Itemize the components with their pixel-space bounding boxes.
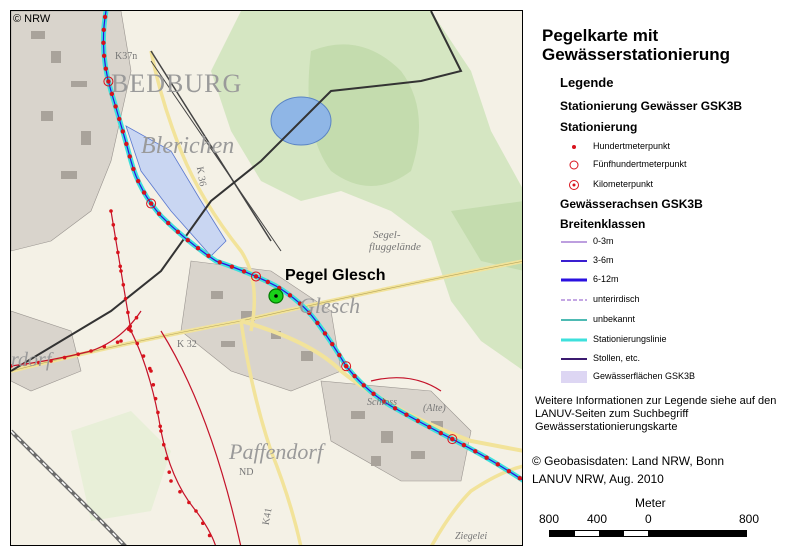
legend-group-axes: Gewässerachsen GSK3B: [560, 197, 703, 211]
hundred-meter-point: [121, 129, 125, 133]
hundred-meter-point: [288, 293, 292, 297]
hundred-meter-point: [128, 154, 132, 158]
hundred-meter-point: [507, 469, 511, 473]
road-k37: K37n: [115, 51, 138, 62]
legend-info-text: Weitere Informationen zur Legende siehe auf den LANUV-Seiten zum Suchbegriff Gewässerstationierungskarte: [535, 395, 777, 433]
hundred-meter-point: [439, 431, 443, 435]
hundred-meter-point: [124, 142, 128, 146]
place-glesch: Glesch: [299, 293, 361, 318]
hundred-meter-point: [122, 283, 126, 287]
thick-blue-line-icon: [560, 274, 588, 286]
place-paffendorf: Paffendorf: [229, 439, 324, 464]
hundred-meter-point: [352, 374, 356, 378]
road-k41: K41: [260, 507, 275, 526]
place-segel-2: fluggelände: [369, 241, 421, 253]
hundred-meter-point: [230, 264, 234, 268]
medium-blue-line-icon: [560, 255, 588, 267]
hundred-meter-point: [473, 449, 477, 453]
hundred-meter-point: [208, 534, 212, 538]
hundred-meter-point: [114, 237, 118, 241]
hundred-meter-point: [112, 223, 116, 227]
place-ziegelei: Ziegelei: [455, 531, 488, 542]
hundred-meter-point: [119, 269, 123, 273]
hundred-meter-point: [116, 251, 120, 255]
hundred-meter-point: [176, 230, 180, 234]
hundred-meter-point: [159, 429, 163, 433]
hundred-meter-point: [371, 392, 375, 396]
scale-tick-2: 400: [587, 512, 608, 526]
hundred-meter-point: [450, 437, 454, 441]
red-ring-dot-icon: [560, 179, 588, 191]
hundred-meter-point: [484, 456, 488, 460]
map-canvas[interactable]: [11, 11, 523, 546]
hundred-meter-point: [76, 352, 80, 356]
hundred-meter-point: [157, 212, 161, 216]
hundred-meter-point: [113, 104, 117, 108]
lavender-area-icon: [560, 371, 588, 383]
hundred-meter-point: [106, 79, 110, 83]
hundred-meter-point: [178, 490, 182, 494]
hundred-meter-point: [118, 264, 122, 268]
hundred-meter-point: [154, 397, 158, 401]
hundred-meter-point: [103, 15, 107, 19]
hundred-meter-point: [362, 383, 366, 387]
scale-bar: [535, 496, 765, 546]
hundred-meter-point: [117, 117, 121, 121]
small-red-dot-icon: [560, 141, 588, 153]
road-k32: K 32: [177, 339, 197, 350]
hundred-meter-point: [89, 349, 93, 353]
hundred-meter-point: [119, 339, 123, 343]
source-line-2: LANUV NRW, Aug. 2010: [532, 472, 664, 486]
hundred-meter-point: [149, 201, 153, 205]
hundred-meter-point: [101, 41, 105, 45]
hundred-meter-point: [266, 280, 270, 284]
place-dorf: rdorf: [11, 349, 52, 371]
place-blerichen: Blerichen: [141, 133, 235, 159]
thin-purple-line-icon: [560, 236, 588, 248]
hundred-meter-point: [254, 274, 258, 278]
hundred-meter-point: [109, 209, 113, 213]
legend-subgroup-stationing: Stationierung: [560, 120, 638, 134]
hundred-meter-point: [142, 354, 146, 358]
gauge-label: Pegel Glesch: [285, 267, 386, 284]
legend-group-stationing: Stationierung Gewässer GSK3B: [560, 99, 743, 113]
hundred-meter-point: [156, 411, 160, 415]
cyan-line-icon: [560, 334, 588, 346]
scale-unit: Meter: [635, 496, 666, 510]
gauge-marker: [269, 289, 283, 303]
hundred-meter-point: [124, 297, 128, 301]
hundred-meter-point: [165, 457, 169, 461]
hundred-meter-point: [330, 342, 334, 346]
hundred-meter-point: [242, 269, 246, 273]
hundred-meter-point: [217, 260, 221, 264]
place-segel: Segel-: [373, 229, 401, 241]
hundred-meter-point: [496, 462, 500, 466]
hundred-meter-point: [427, 425, 431, 429]
hundred-meter-point: [127, 328, 131, 332]
legend-title: [542, 26, 730, 64]
hundred-meter-point: [135, 316, 139, 320]
hundred-meter-point: [135, 342, 139, 346]
hundred-meter-point: [206, 254, 210, 258]
hundred-meter-point: [166, 221, 170, 225]
legend-title-line2: Gewässerstationierung: [542, 45, 731, 64]
hundred-meter-point: [196, 246, 200, 250]
scale-tick-4: 800: [739, 512, 760, 526]
hundred-meter-point: [337, 353, 341, 357]
place-schloss: Schloss: [367, 397, 397, 408]
dark-purple-line-icon: [560, 353, 588, 365]
scale-bar-segments: [549, 530, 747, 537]
hundred-meter-point: [162, 443, 166, 447]
legend-subgroup-width: Breitenklassen: [560, 217, 646, 231]
hundred-meter-point: [344, 364, 348, 368]
scale-tick-1: 800: [539, 512, 560, 526]
hundred-meter-point: [315, 321, 319, 325]
source-credits: [532, 452, 787, 488]
hundred-meter-point: [169, 479, 173, 483]
hundred-meter-point: [126, 311, 130, 315]
hundred-meter-point: [128, 324, 132, 328]
hundred-meter-point: [158, 424, 162, 428]
hundred-meter-point: [187, 501, 191, 505]
legend-panel: Pegelkarte mit Gewässerstationierung Legende Stationierung Gewässer GSK3B Stationierung Hundertmeterpunkt Fünfhundertmeterpunkt Kilometerpunkt Gewässerachsen GSK3B Breitenklassen 0-3m 3-6m 6-12m unterirdisch unbekannt Stationierungslinie Stollen, etc. Gewässerflächen GSK3B: [530, 10, 790, 390]
hundred-meter-point: [416, 419, 420, 423]
hundred-meter-point: [102, 28, 106, 32]
hundred-meter-point: [201, 521, 205, 525]
hundred-meter-point: [462, 443, 466, 447]
hundred-meter-point: [116, 340, 120, 344]
legend-heading: Legende: [560, 75, 614, 90]
hundred-meter-point: [63, 356, 67, 360]
map-frame[interactable]: [10, 10, 523, 546]
road-k36: K 36: [193, 165, 208, 188]
teal-line-icon: [560, 314, 588, 326]
hundred-meter-point: [102, 54, 106, 58]
hundred-meter-point: [102, 345, 106, 349]
hundred-meter-point: [167, 470, 171, 474]
hundred-meter-point: [142, 190, 146, 194]
hundred-meter-point: [136, 179, 140, 183]
hundred-meter-point: [131, 167, 135, 171]
red-ring-icon: [560, 159, 588, 171]
dashed-purple-line-icon: [560, 294, 588, 306]
hundred-meter-point: [104, 67, 108, 71]
place-alte: (Alte): [423, 403, 446, 414]
scale-tick-3: 0: [645, 512, 652, 526]
place-nd: ND: [239, 467, 254, 478]
hundred-meter-point: [149, 369, 153, 373]
map-copyright: © NRW: [13, 13, 51, 25]
hundred-meter-point: [323, 331, 327, 335]
legend-title-line1: Pegelkarte mit: [542, 26, 659, 45]
place-bedburg: BEDBURG: [111, 69, 243, 98]
hundred-meter-point: [404, 412, 408, 416]
hundred-meter-point: [186, 238, 190, 242]
hundred-meter-point: [194, 509, 198, 513]
hundred-meter-point: [518, 476, 522, 480]
hundred-meter-point: [152, 383, 156, 387]
source-line-1: © Geobasisdaten: Land NRW, Bonn: [532, 454, 725, 468]
